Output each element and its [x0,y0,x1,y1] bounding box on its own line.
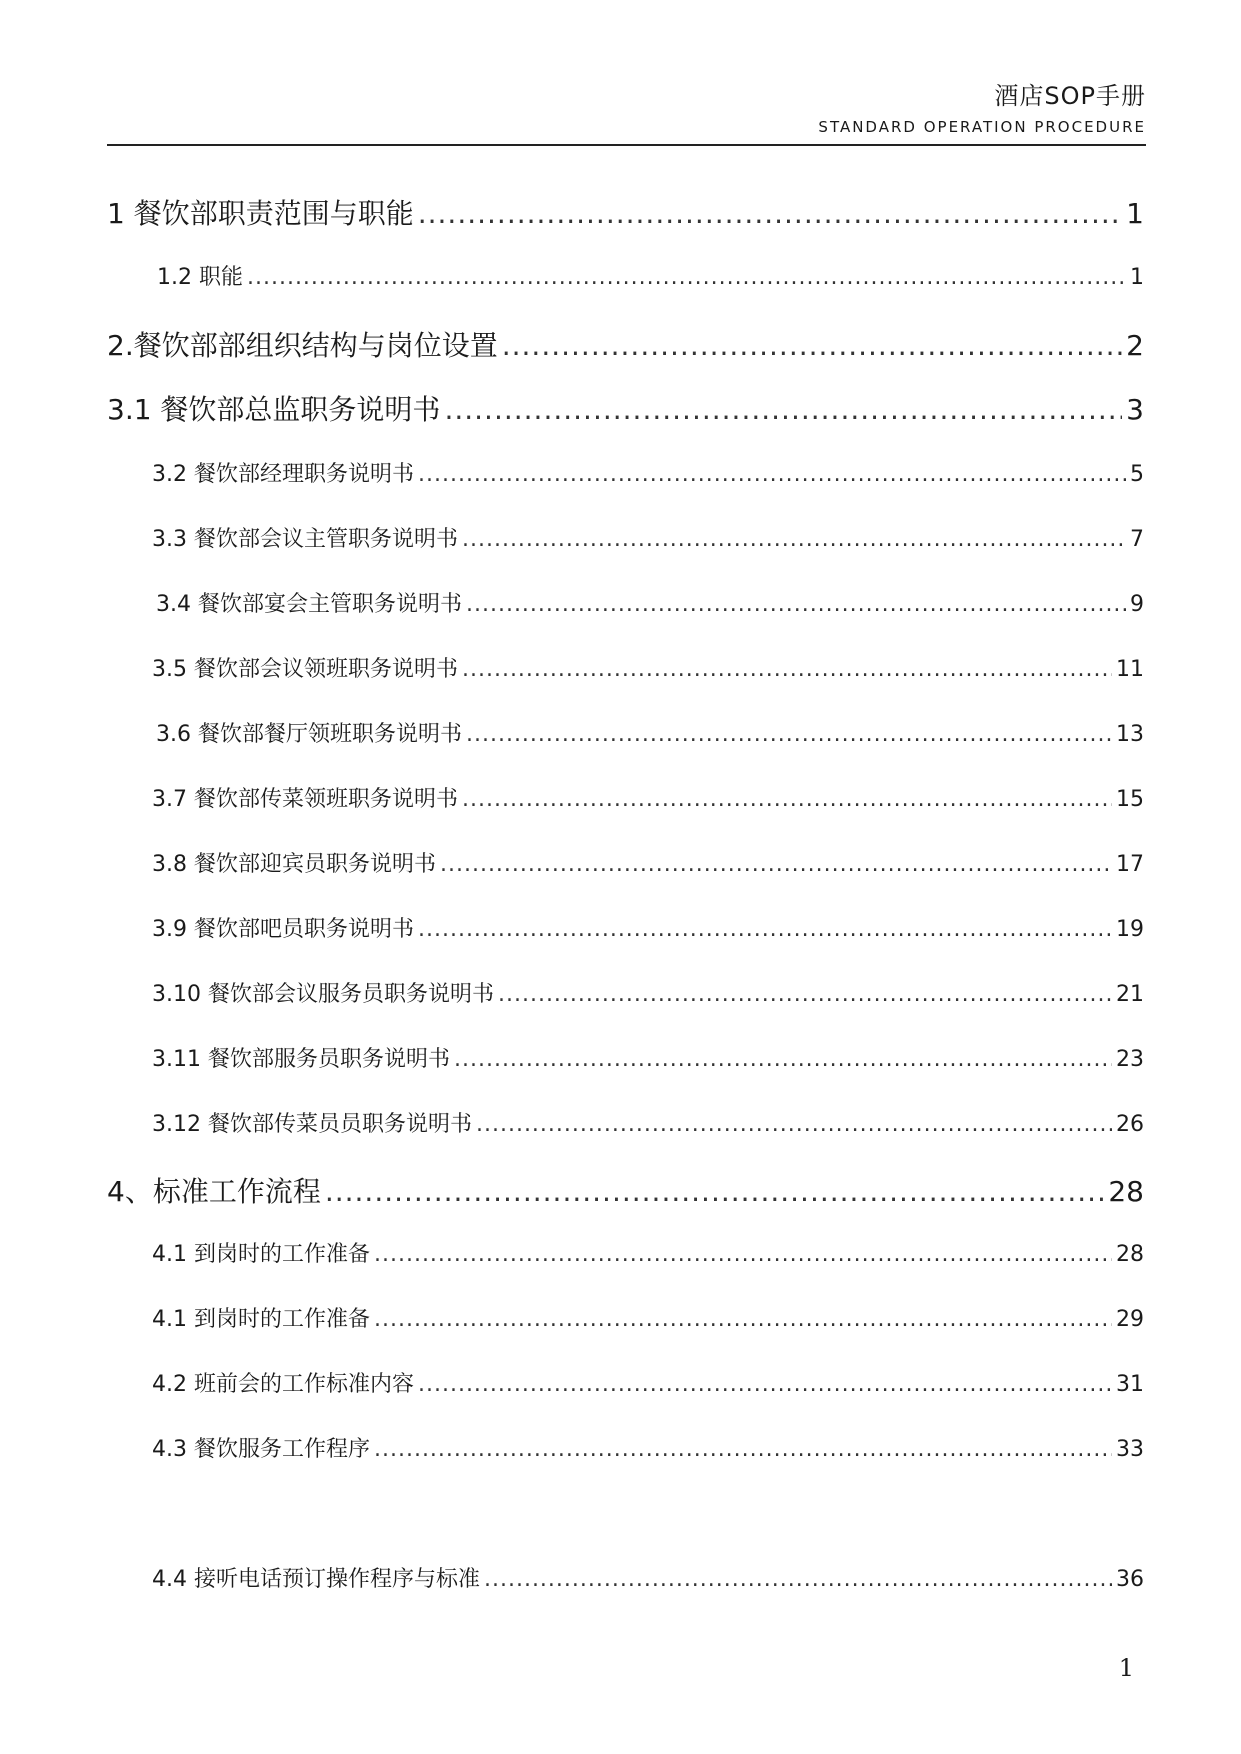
toc-entry[interactable] [152,457,1144,488]
toc-entry[interactable] [152,1562,1144,1593]
toc-entry-label: 3.8 餐饮部迎宾员职务说明书 [152,852,436,877]
toc-entry[interactable] [152,847,1144,878]
toc-entry[interactable] [152,652,1144,683]
toc-entry[interactable] [107,192,1144,232]
toc-entry-label: 3.4 餐饮部宴会主管职务说明书 [156,592,462,617]
toc-entry-label: 3.9 餐饮部吧员职务说明书 [152,917,414,942]
toc-entry[interactable] [152,1367,1144,1398]
toc-leader-dots [462,527,1126,552]
toc-entry[interactable] [107,324,1144,364]
toc-entry-page: 33 [1116,1437,1144,1462]
toc-entry[interactable] [152,1107,1144,1138]
toc-entry-page: 15 [1116,787,1144,812]
toc-entry-page: 1 [1126,197,1144,230]
toc-entry-page: 23 [1116,1047,1144,1072]
toc-entry-page: 19 [1116,917,1144,942]
toc-entry-page: 28 [1116,1242,1144,1267]
toc-entry[interactable] [156,717,1144,748]
toc-entry-label: 4.3 餐饮服务工作程序 [152,1437,370,1462]
toc-entry[interactable] [156,587,1144,618]
toc-leader-dots [418,462,1126,487]
toc-entry[interactable] [152,522,1144,553]
toc-entry-label: 4.1 到岗时的工作准备 [152,1307,370,1332]
toc-leader-dots [440,852,1112,877]
toc-leader-dots [418,917,1112,942]
toc-entry[interactable] [157,260,1144,291]
toc-entry[interactable] [152,1042,1144,1073]
toc-entry-page: 2 [1126,329,1144,362]
toc-leader-dots [444,393,1122,426]
toc-entry-page: 5 [1130,462,1144,487]
toc-entry-label: 2.餐饮部部组织结构与岗位设置 [107,329,498,362]
toc-entry-page: 13 [1116,722,1144,747]
toc-entry-label: 3.2 餐饮部经理职务说明书 [152,462,414,487]
toc-entry-label: 3.6 餐饮部餐厅领班职务说明书 [156,722,462,747]
toc-entry-page: 11 [1116,657,1144,682]
toc-entry-page: 29 [1116,1307,1144,1332]
toc-leader-dots [466,722,1112,747]
toc-entry-label: 3.7 餐饮部传菜领班职务说明书 [152,787,458,812]
toc-leader-dots [374,1437,1112,1462]
toc-entry-label: 3.1 餐饮部总监职务说明书 [107,393,441,426]
toc-entry-label: 3.12 餐饮部传菜员员职务说明书 [152,1112,472,1137]
toc-entry[interactable] [152,1302,1144,1333]
toc-entry-page: 26 [1116,1112,1144,1137]
toc-entry[interactable] [152,912,1144,943]
toc-entry-page: 36 [1116,1567,1144,1592]
toc-leader-dots [462,787,1112,812]
toc-entry[interactable] [152,1432,1144,1463]
toc-leader-dots [484,1567,1112,1592]
toc-entry-label: 3.5 餐饮部会议领班职务说明书 [152,657,458,682]
toc-entry[interactable] [152,977,1144,1008]
toc-leader-dots [466,592,1126,617]
toc-leader-dots [454,1047,1112,1072]
toc-leader-dots [462,657,1112,682]
toc-entry-label: 4、标准工作流程 [107,1175,321,1208]
toc-entry-label: 3.3 餐饮部会议主管职务说明书 [152,527,458,552]
toc-entry-page: 28 [1108,1175,1144,1208]
toc-entry[interactable] [152,1237,1144,1268]
toc-entry-label: 1 餐饮部职责范围与职能 [107,197,414,230]
toc-entry-label: 3.10 餐饮部会议服务员职务说明书 [152,982,494,1007]
toc-entry-label: 3.11 餐饮部服务员职务说明书 [152,1047,450,1072]
toc-entry-page: 17 [1116,852,1144,877]
toc-entry-page: 1 [1130,265,1144,290]
toc-leader-dots [498,982,1112,1007]
toc-leader-dots [374,1242,1112,1267]
toc-leader-dots [247,265,1126,290]
toc-entry[interactable] [107,388,1144,428]
header-title: 酒店SOP手册 [994,82,1146,110]
toc-entry-label: 4.4 接听电话预订操作程序与标准 [152,1567,480,1592]
header-subtitle: STANDARD OPERATION PROCEDURE [818,118,1146,136]
toc-entry-label: 4.2 班前会的工作标准内容 [152,1372,414,1397]
toc-leader-dots [325,1175,1105,1208]
page-number: 1 [1118,1654,1134,1682]
toc-leader-dots [418,197,1122,230]
toc-entry-page: 9 [1130,592,1144,617]
toc-entry-page: 3 [1126,393,1144,426]
toc-entry-label: 1.2 职能 [157,265,243,290]
toc-entry-label: 4.1 到岗时的工作准备 [152,1242,370,1267]
toc-leader-dots [502,329,1122,362]
toc-entry[interactable] [152,782,1144,813]
toc-leader-dots [374,1307,1112,1332]
toc-entry-page: 21 [1116,982,1144,1007]
toc-leader-dots [476,1112,1112,1137]
toc-entry[interactable] [107,1170,1144,1210]
toc-entry-page: 7 [1130,527,1144,552]
toc-leader-dots [418,1372,1112,1397]
toc-entry-page: 31 [1116,1372,1144,1397]
